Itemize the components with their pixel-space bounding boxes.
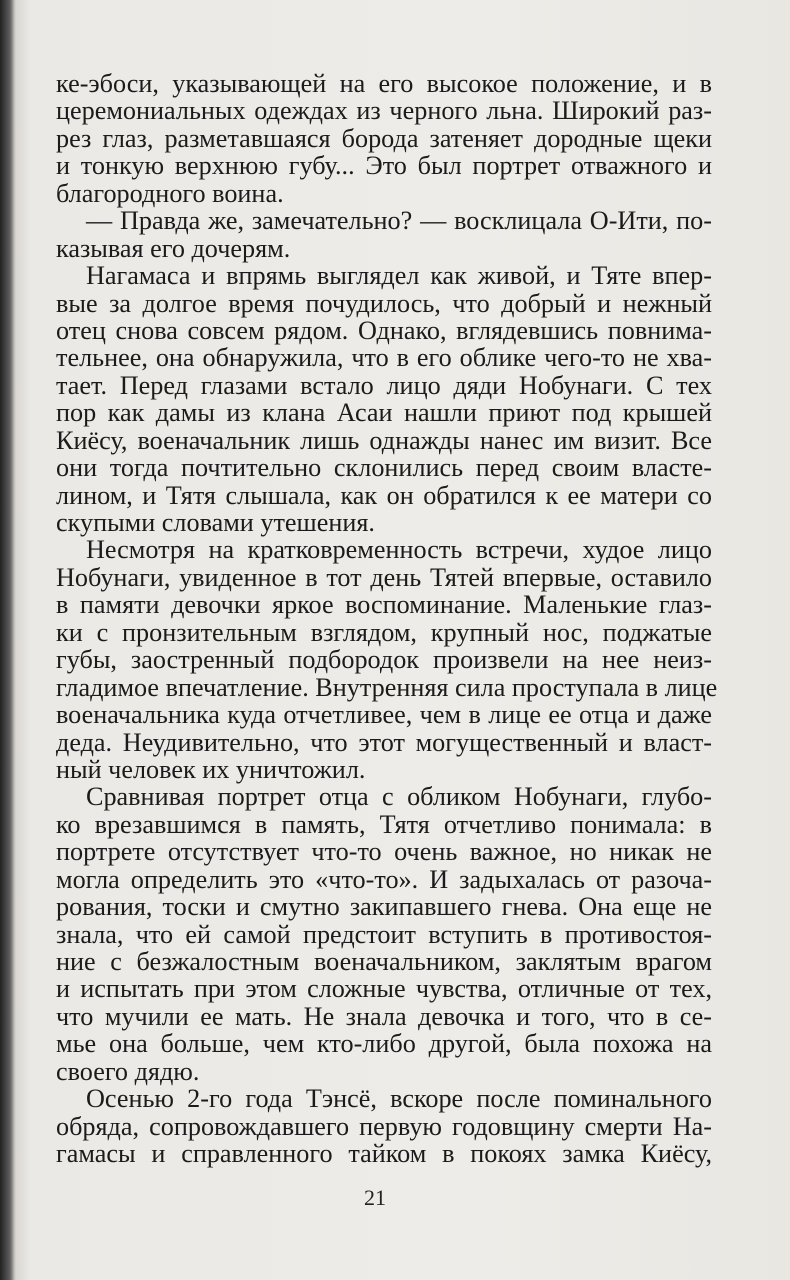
- text-line: мье она больше, чем кто-либо другой, была похожа на: [56, 1029, 712, 1059]
- text-line: губы, заостренный подбородок произвели на нее неиз-: [56, 645, 712, 675]
- text-line: казывая его дочерям.: [56, 233, 291, 263]
- text-line: своего дядю.: [56, 1056, 200, 1086]
- page-number: 21: [364, 1185, 386, 1210]
- text-line: пор как дамы из клана Асаи нашли приют под крышей: [56, 398, 712, 428]
- page-body-text: [56, 69, 718, 1220]
- text-line: и испытать при этом сложные чувства, отличные от тех,: [56, 974, 712, 1004]
- text-line: ко врезавшимся в память, Тятя отчетливо понимала: в: [56, 809, 712, 839]
- text-line: — Правда же, замечательно? — восклицала О-Ити, по-: [86, 206, 712, 236]
- text-line: церемониальных одеждах из черного льна. Широкий раз-: [56, 96, 712, 126]
- text-line: тельнее, она обнаружила, что в его облике чего-то не хва-: [56, 343, 712, 373]
- text-line: рез глаз, разметавшаяся борода затеняет дородные щеки: [56, 123, 712, 153]
- text-line: рования, тоски и смутно закипавшего гнева. Она еще не: [56, 892, 712, 922]
- page-binding-shadow: [0, 0, 14, 1280]
- text-line: Киёсу, военачальник лишь однажды нанес им визит. Все: [56, 425, 712, 455]
- text-line: ки с пронзительным взглядом, крупный нос, поджатые: [56, 617, 712, 647]
- text-line: тает. Перед глазами встало лицо дяди Нобунаги. С тех: [56, 370, 712, 400]
- text-line: лином, и Тятя слышала, как он обратился к ее матери со: [56, 480, 712, 510]
- text-line: благородного воина.: [56, 178, 284, 208]
- text-line: Нобунаги, увиденное в тот день Тятей впервые, оставило: [56, 562, 712, 592]
- text-line: обряда, сопровождавшего первую годовщину смерти На-: [56, 1111, 712, 1141]
- text-line: отец снова совсем рядом. Однако, вглядевшись повнима-: [56, 315, 712, 345]
- text-line: Сравнивая портрет отца с обликом Нобунаги, глубо-: [86, 782, 712, 812]
- text-line: гладимое впечатление. Внутренняя сила проступала в лице: [56, 672, 718, 702]
- text-line: и тонкую верхнюю губу... Это был портрет отважного и: [56, 151, 712, 181]
- text-line: вые за долгое время почудилось, что добрый и нежный: [56, 288, 712, 318]
- text-line: знала, что ей самой предстоит вступить в противостоя-: [56, 919, 712, 949]
- text-line: они тогда почтительно склонились перед своим власте-: [56, 453, 712, 483]
- text-line: в памяти девочки яркое воспоминание. Маленькие глаз-: [56, 590, 712, 620]
- text-line: ке-эбоси, указывающей на его высокое положение, и в: [56, 69, 712, 98]
- text-line: Нагамаса и впрямь выглядел как живой, и Тяте впер-: [86, 261, 712, 291]
- text-line: Несмотря на кратковременность встречи, худое лицо: [86, 535, 712, 565]
- text-line: гамасы и справленного тайком в покоях замка Киёсу,: [56, 1139, 712, 1169]
- text-line: деда. Неудивительно, что этот могущественный и власт-: [56, 727, 712, 757]
- text-line: могла определить это «что-то». И задыхалась от разоча-: [56, 864, 712, 894]
- text-line: ный человек их уничтожил.: [56, 754, 366, 784]
- text-line: ние с безжалостным военачальником, заклятым врагом: [56, 947, 712, 976]
- text-line: скупыми словами утешения.: [56, 508, 375, 537]
- text-line: что мучили ее мать. Не знала девочка и того, что в се-: [56, 1001, 712, 1031]
- text-line: военачальника куда отчетливее, чем в лице ее отца и даже: [56, 700, 712, 730]
- text-line: портрете отсутствует что-то очень важное, но никак не: [56, 837, 712, 867]
- text-line: Осенью 2-го года Тэнсё, вскоре после поминального: [86, 1084, 712, 1114]
